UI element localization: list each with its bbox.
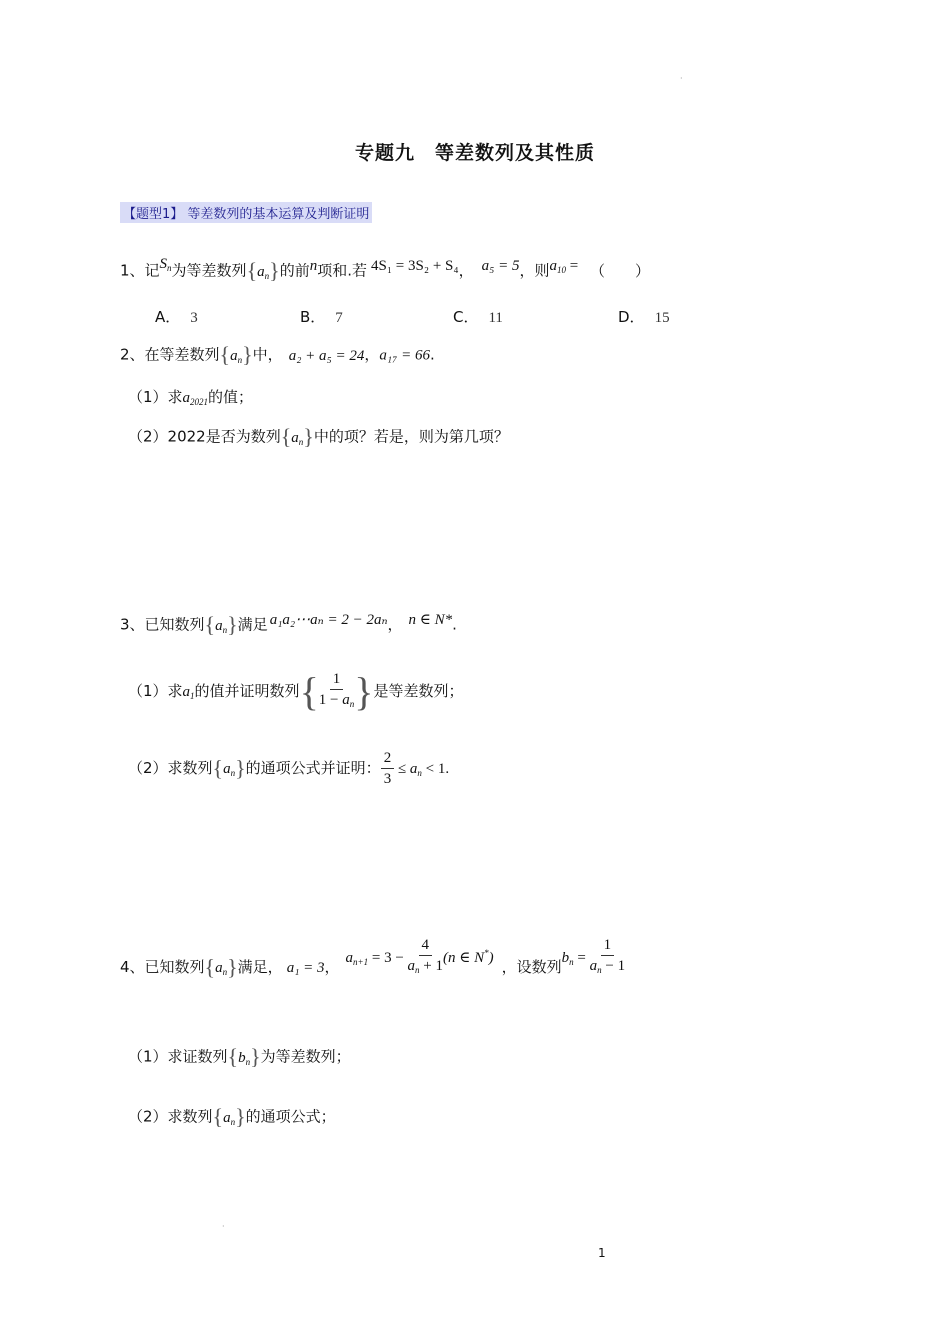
q1-option-b: B． 7: [300, 308, 343, 326]
q1-label: 1、记: [120, 261, 160, 280]
q1-option-a: A． 3: [155, 308, 198, 326]
q1-option-c: C． 11: [453, 308, 503, 326]
stray-dot: ·: [680, 74, 683, 83]
q1-equation-2: a₅ = 5: [481, 257, 520, 274]
q3-part-1: （1）求$a_1$的值并证明数列{ $\frac{1}{1 - a_n}$ }是等差数列；: [128, 669, 464, 714]
q2-equation-2: a₁₇ = 66: [379, 347, 430, 364]
q3-equation-2: n ∈ N*: [408, 611, 453, 628]
stray-dot-2: ·: [222, 1222, 225, 1231]
q3-part-2: （2）求数列$\{a_n\}$的通项公式并证明： $\frac{2}{3}$ ≤ $a_n < 1$.: [128, 750, 450, 787]
q4-equation-1: a₁ = 3: [286, 960, 325, 976]
page-title: 专题九 等差数列及其性质: [354, 142, 595, 164]
q3-equation-1: a₁a₂⋯aₙ = 2 − 2aₙ: [269, 611, 388, 628]
q4-part-2: （2）求数列$\{a_n\}$的通项公式；: [128, 1104, 336, 1129]
section-tag: 【题型1】 等差数列的基本运算及判断证明: [120, 202, 372, 223]
question-1: 1、记$S_n$为等差数列$\{a_n\}$的前n项和.若 4S₁ = 3S₂ + S₄， a₅ = 5，则$a_{10}$ = （ ）: [120, 255, 650, 283]
page-number: 1: [598, 1246, 606, 1260]
q2-equation-1: a₂ + a₅ = 24: [288, 347, 365, 364]
q4-part-1: （1）求证数列$\{b_n\}$为等差数列；: [128, 1044, 351, 1069]
q2-part-1: （1）求$a_{2021}$的值；: [128, 388, 254, 407]
question-3: 3、已知数列$\{a_n\}$满足 a₁a₂⋯aₙ = 2 − 2aₙ， n ∈ N*.: [120, 611, 457, 637]
q1-equation-1: 4S₁ = 3S₂ + S₄: [370, 257, 459, 274]
q2-part-2: （2）2022是否为数列$\{a_n\}$中的项？若是，则为第几项？: [128, 424, 509, 449]
question-2: 2、在等差数列$\{a_n\}$中， a₂ + a₅ = 24，a₁₇ = 66.: [120, 342, 435, 367]
q1-option-d: D． 15: [618, 308, 670, 326]
question-4: 4、已知数列$\{a_n\}$满足， a₁ = 3， $a_{n+1} = 3$ − $\frac{4}{a_n + 1}$ (n ∈ N*) ，设数列$b_n$ = $\frac{1}{a_n - 1}$: [120, 937, 626, 980]
